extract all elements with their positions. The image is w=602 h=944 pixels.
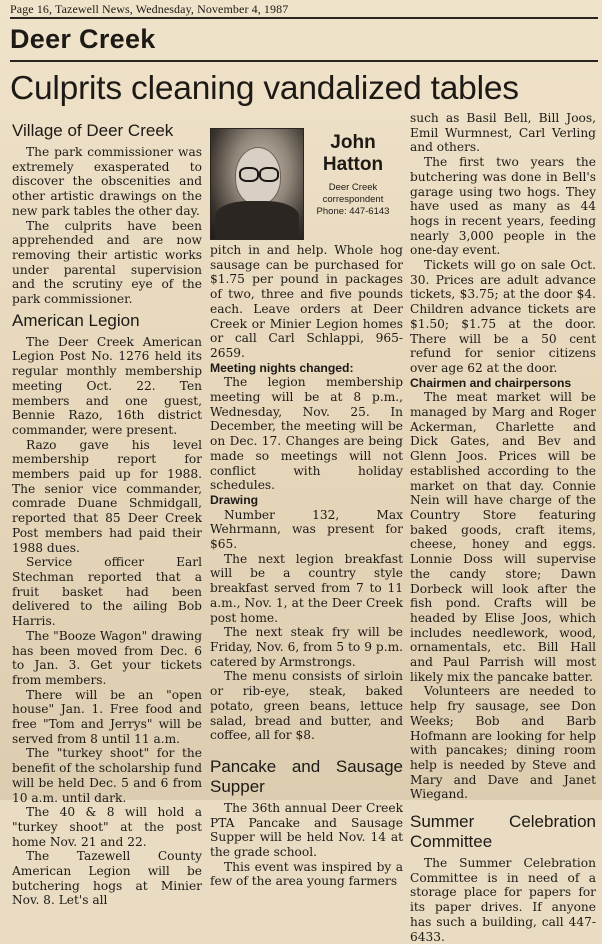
- top-rule: [10, 17, 598, 19]
- byline-role: [306, 182, 400, 218]
- paragraph: The meat market will be managed by Marg and Roger Ackerman, Charlette and Dick Gates, and Bev and Glenn Joos. Prices will be established according to the market on that day. Connie Nein will have charge of the Country Store featuring baked goods, craft items, cheese, honey and eggs. Lonnie Doss will supervise the candy store; Dawn Dorbeck will look after the fish pond. Crafts will be headed by Elise Joos, which includes needlework, wood, ornamentals, etc. Bill Hall and Paul Parrish will most likely mix the pancake batter.: [410, 390, 596, 684]
- paragraph: The 36th annual Deer Creek PTA Pancake and Sausage Supper will be held Nov. 14 at the grade school.: [210, 800, 403, 860]
- section-heading: Deer Creek: [10, 24, 156, 54]
- subhead-drawing: Drawing: [210, 492, 259, 507]
- paragraph: Razo gave his level membership report for members paid up for 1988. The senior vice commander, comrade Duane Schmidgall, reported that 85 Deer Creek Post members had paid their 1988 dues.: [12, 437, 202, 555]
- correspondent-byline-box: [210, 128, 400, 238]
- eyeglass-lens: [259, 167, 279, 182]
- column-2: [210, 243, 403, 889]
- paragraph: pitch in and help. Whole hog sausage can be purchased for $1.75 per pound in packages of two, three and five pounds each. Leave orders at Deer Creek or Minier Legion homes or call Carl Schlappi, 965-2659.: [210, 243, 403, 360]
- paragraph: The next steak fry will be Friday, Nov. 6, from 5 to 9 p.m. catered by Armstrongs.: [210, 625, 403, 669]
- paragraph: The legion membership meeting will be at 8 p.m., Wednesday, Nov. 25. In December, the meeting will be on Dec. 17. Changes are being made so meetings will not conflict with holiday schedules.: [210, 375, 403, 493]
- subhead-pancake-supper: Pancake and Sausage Supper: [210, 756, 403, 796]
- paragraph: The first two years the butchering was done in Bell's garage using two hogs. They have used as many as 44 hogs in recent years, feeding nearly 3,000 people in the one-day event.: [410, 155, 596, 258]
- byline-role-line: Deer Creek: [328, 182, 378, 193]
- paragraph: The park commissioner was extremely exasperated to discover the obscenities and other artistic drawings on the new park tables the other day.: [12, 145, 202, 218]
- paragraph: such as Basil Bell, Bill Joos, Emil Wurmnest, Carl Verling and others.: [410, 111, 596, 155]
- paragraph: Volunteers are needed to help fry sausage, see Don Weeks; Bob and Barb Hofmann are looking for help with pancakes; dining room help is needed by Steve and Mary and Dave and Janet Wiegand.: [410, 684, 596, 802]
- paragraph: Number 132, Max Wehrmann, was present for $65.: [210, 507, 403, 552]
- dateline: Page 16, Tazewell News, Wednesday, November 4, 1987: [10, 2, 289, 16]
- column-1: [12, 117, 202, 908]
- paragraph: The next legion breakfast will be a country style breakfast served from 7 to 11 a.m., Nov. 1, at the Deer Creek post home.: [210, 551, 403, 625]
- paragraph: Tickets will go on sale Oct. 30. Prices are adult advance tickets, $3.75; at the door $4. Children advance tickets are $1.50; $1.75 at the door. There will be a 50 cent refund for senior citizens over age 62 at the door.: [410, 258, 596, 375]
- paragraph: The menu consists of sirloin or rib-eye, steak, baked potato, green beans, lettuce salad, bread and butter, and coffee, all for $8.: [210, 669, 403, 743]
- subhead-summer-celebration: Summer Celebration Committee: [410, 812, 596, 852]
- paragraph: The Summer Celebration Committee is in need of a storage place for papers for its paper drives. If anyone has such a building, call 447-6433.: [410, 856, 596, 944]
- shoulders-shape: [215, 201, 299, 239]
- paragraph: The culprits have been apprehended and are now removing their artistic works under parental supervision and the scrutiny eye of the park commissioner.: [12, 218, 202, 307]
- paragraph: The Tazewell County American Legion will be butchering hogs at Minier Nov. 8. Let's all: [12, 849, 202, 908]
- column-3: [410, 111, 596, 944]
- eyeglass-lens: [239, 167, 259, 182]
- article-headline: Culprits cleaning vandalized tables: [10, 70, 519, 107]
- subhead-legion: American Legion: [12, 310, 140, 330]
- section-rule: [10, 60, 598, 62]
- byline-first-name: John: [330, 132, 376, 153]
- paragraph: This event was inspired by a few of the area young farmers: [210, 859, 403, 889]
- byline-role-line: correspondent: [322, 194, 384, 205]
- paragraph: The "turkey shoot" for the benefit of the scholarship fund will be held Dec. 5 and 6 from 10 a.m. until dark.: [12, 746, 202, 805]
- subhead-chairmen: Chairmen and chairpersons: [410, 375, 572, 390]
- byline-last-name: Hatton: [322, 154, 384, 175]
- paragraph: There will be an "open house" Jan. 1. Free food and free "Tom and Jerrys" will be served from 8 until 11 a.m.: [12, 687, 202, 746]
- paragraph: Service officer Earl Stechman reported that a fruit basket had been delivered to the ailing Bob Harris.: [12, 555, 202, 629]
- subhead-village: Village of Deer Creek: [12, 121, 174, 140]
- byline: [306, 132, 400, 218]
- byline-phone: Phone: 447-6143: [316, 206, 390, 217]
- paragraph: The Deer Creek American Legion Post No. 1276 held its regular monthly membership meeting Oct. 22. Ten members and one guest, Bennie Razo, 16th district commander, were present.: [12, 334, 202, 437]
- paragraph: The "Booze Wagon" drawing has been moved from Dec. 6 to Jan. 3. Get your tickets from members.: [12, 628, 202, 687]
- correspondent-photo: [210, 128, 304, 240]
- subhead-meeting-nights: Meeting nights changed:: [210, 360, 354, 375]
- paragraph: The 40 & 8 will hold a "turkey shoot" at the post home Nov. 21 and 22.: [12, 805, 202, 849]
